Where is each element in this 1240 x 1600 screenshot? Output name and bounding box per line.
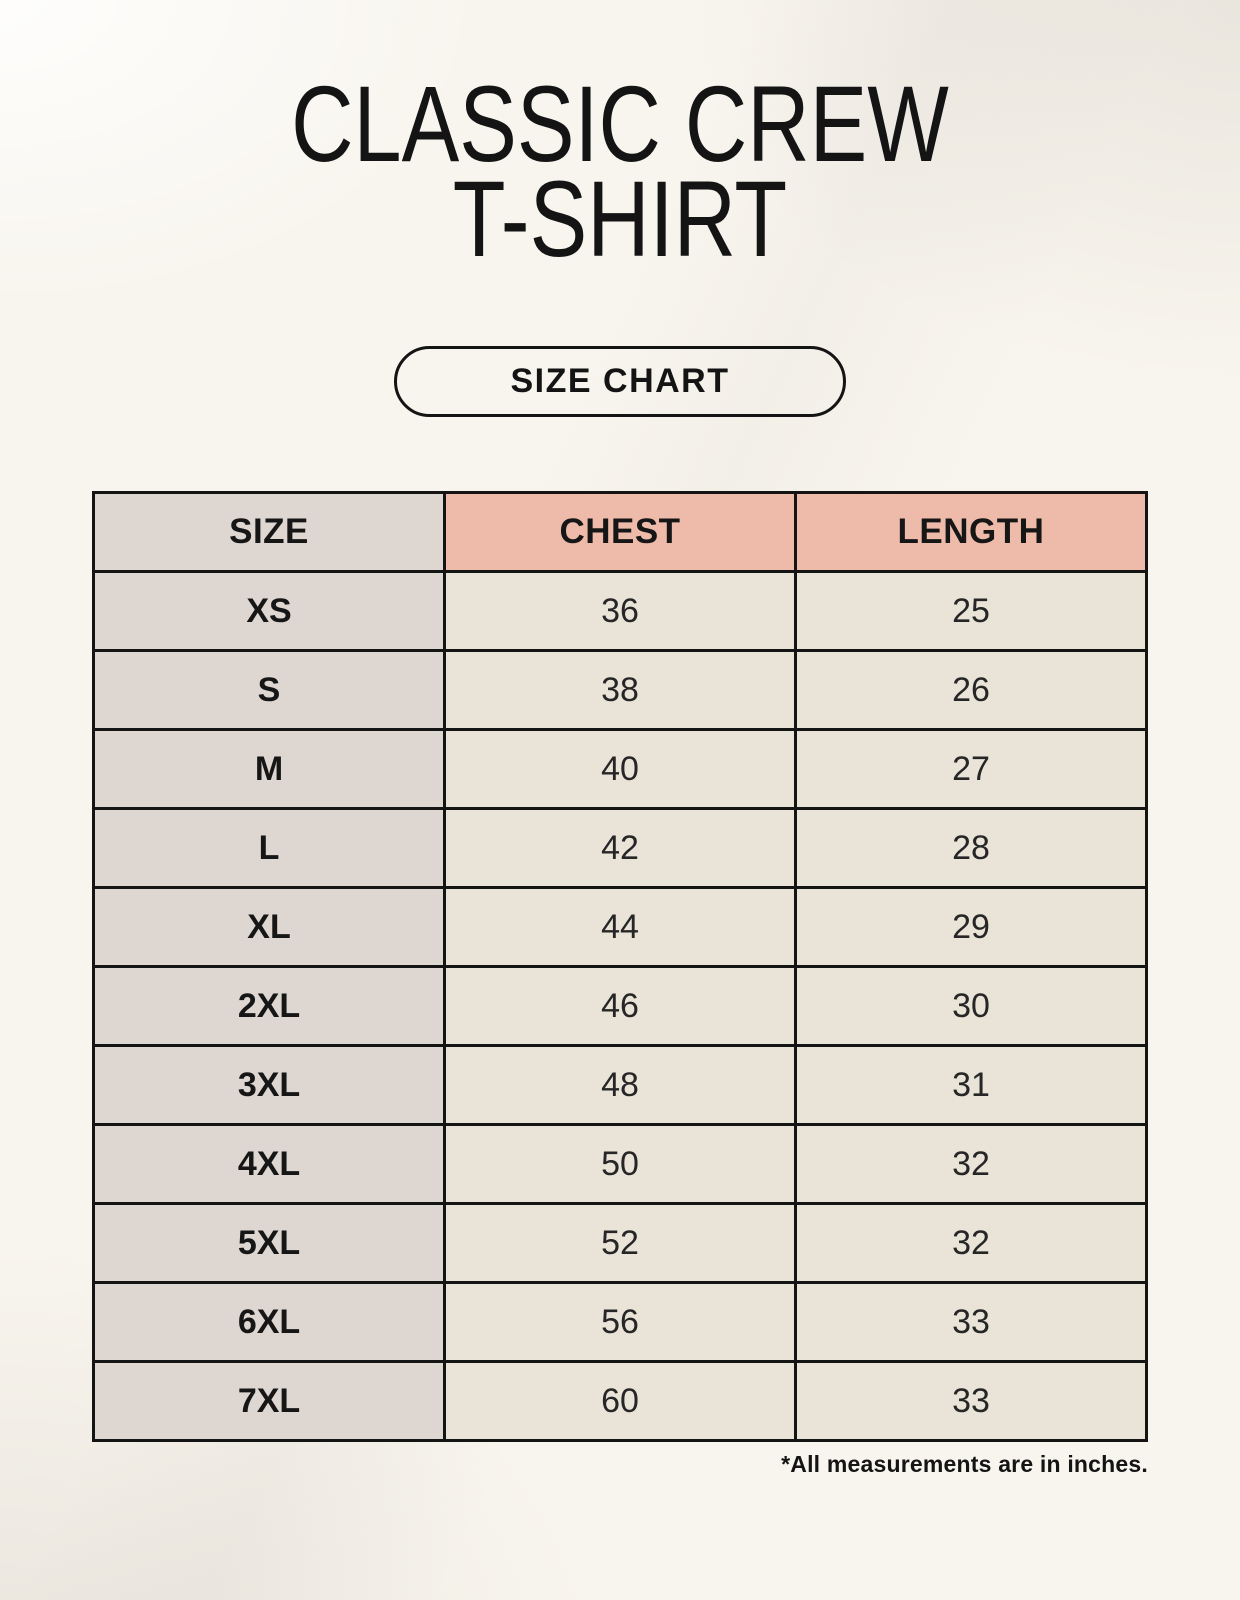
size-chart-button-label: SIZE CHART — [510, 362, 730, 401]
table-row — [94, 1046, 1147, 1125]
chest-value-cell: 60 — [445, 1362, 796, 1441]
page-title-line2: T-SHIRT — [452, 158, 788, 280]
table-row — [94, 888, 1147, 967]
chest-value-cell: 42 — [445, 809, 796, 888]
length-value-cell: 30 — [796, 967, 1147, 1046]
chest-value-cell: 38 — [445, 651, 796, 730]
table-row — [94, 967, 1147, 1046]
table-row — [94, 1362, 1147, 1441]
chest-value-cell: 36 — [445, 572, 796, 651]
length-value-cell: 31 — [796, 1046, 1147, 1125]
size-label-cell: 5XL — [94, 1204, 445, 1283]
size-table-header — [94, 493, 1147, 572]
table-row — [94, 1125, 1147, 1204]
chest-value-cell: 48 — [445, 1046, 796, 1125]
size-label-cell: XL — [94, 888, 445, 967]
length-value-cell: 32 — [796, 1204, 1147, 1283]
measurements-footnote: *All measurements are in inches. — [781, 1451, 1148, 1478]
table-row — [94, 1204, 1147, 1283]
size-label-cell: M — [94, 730, 445, 809]
length-value-cell: 33 — [796, 1362, 1147, 1441]
page-title-line1: CLASSIC CREW — [291, 63, 949, 184]
size-table — [92, 491, 1148, 1442]
size-label-cell: XS — [94, 572, 445, 651]
column-header-size: SIZE — [94, 493, 445, 572]
table-row — [94, 1283, 1147, 1362]
length-value-cell: 26 — [796, 651, 1147, 730]
table-row — [94, 809, 1147, 888]
size-label-cell: 6XL — [94, 1283, 445, 1362]
chest-value-cell: 40 — [445, 730, 796, 809]
chest-value-cell: 56 — [445, 1283, 796, 1362]
size-table-body — [94, 572, 1147, 1441]
table-row — [94, 730, 1147, 809]
chest-value-cell: 46 — [445, 967, 796, 1046]
length-value-cell: 29 — [796, 888, 1147, 967]
page-title — [124, 0, 1116, 280]
chest-value-cell: 44 — [445, 888, 796, 967]
size-label-cell: 2XL — [94, 967, 445, 1046]
size-label-cell: 7XL — [94, 1362, 445, 1441]
length-value-cell: 33 — [796, 1283, 1147, 1362]
length-value-cell: 27 — [796, 730, 1147, 809]
chest-value-cell: 50 — [445, 1125, 796, 1204]
size-label-cell: L — [94, 809, 445, 888]
column-header-chest: CHEST — [445, 493, 796, 572]
size-label-cell: S — [94, 651, 445, 730]
chest-value-cell: 52 — [445, 1204, 796, 1283]
size-chart-button[interactable] — [394, 346, 846, 417]
header-row — [94, 493, 1147, 572]
length-value-cell: 32 — [796, 1125, 1147, 1204]
length-value-cell: 28 — [796, 809, 1147, 888]
table-row — [94, 572, 1147, 651]
column-header-length: LENGTH — [796, 493, 1147, 572]
size-label-cell: 3XL — [94, 1046, 445, 1125]
table-row — [94, 651, 1147, 730]
size-label-cell: 4XL — [94, 1125, 445, 1204]
length-value-cell: 25 — [796, 572, 1147, 651]
